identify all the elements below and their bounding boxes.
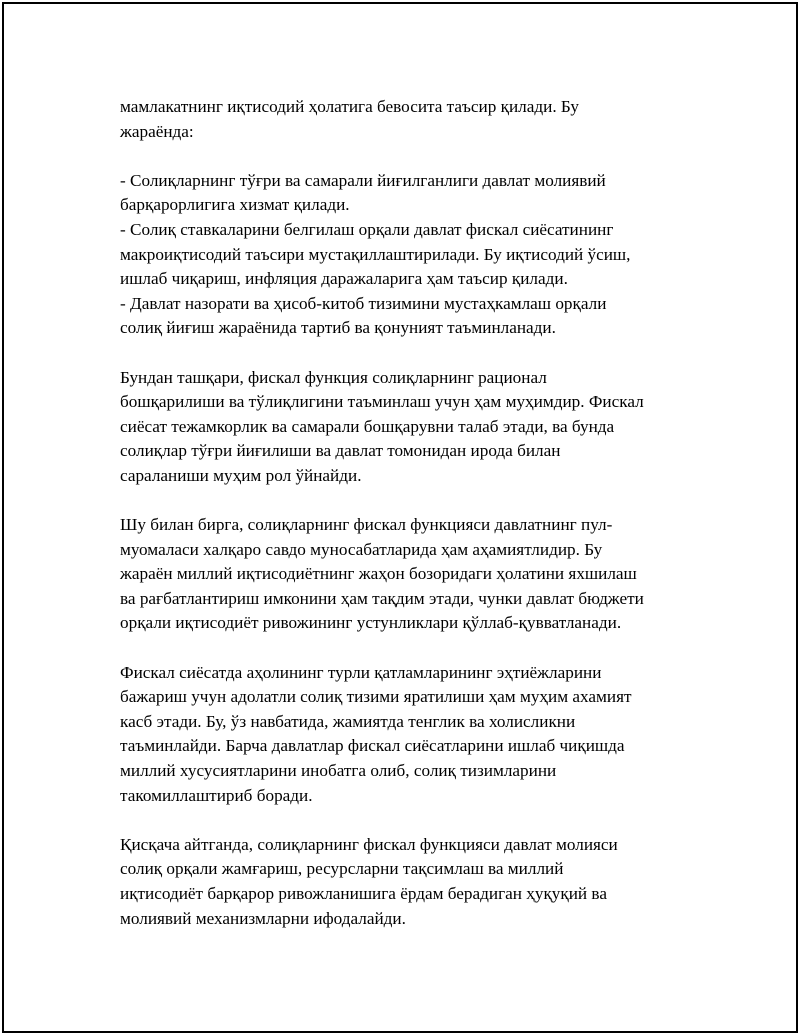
text-line: такомиллаштириб боради. [120,785,313,805]
paragraph-spacer [120,489,692,514]
text-line: таъминлайди. Барча давлатлар фискал сиёсатларини ишлаб чиқишда [120,736,625,756]
text-line: сараланиши муҳим рол ўйнайди. [120,465,362,485]
paragraph-spacer [120,144,692,169]
document-page [2,2,798,1033]
text-line: Шу билан бирга, солиқларнинг фискал функцияси давлатнинг пул- [120,515,613,535]
paragraph-2 [120,169,692,341]
list-item-line: - Давлат назорати ва ҳисоб-китоб тизимини мустаҳкамлаш орқали [120,293,607,313]
text-line: бошқарилиши ва тўлиқлигини таъминлаш учун ҳам муҳимдир. Фискал [120,392,644,412]
text-line: миллий хусусиятларини инобатга олиб, солиқ тизимларини [120,761,557,781]
text-line: муомаласи халқаро савдо муносабатларида ҳам аҳамиятлидир. Бу [120,539,603,559]
paragraph-5 [120,661,692,809]
list-item-line: макроиқтисодий таъсири мустақиллаштирилади. Бу иқтисодий ўсиш, [120,244,631,264]
paragraph-spacer [120,808,692,833]
text-line: бажариш учун адолатли солиқ тизими яратилиши ҳам муҳим ахамият [120,687,632,707]
text-line: касб этади. Бу, ўз навбатида, жамиятда тенглик ва холисликни [120,711,576,731]
text-line: Қисқача айтганда, солиқларнинг фискал функцияси давлат молияси [120,834,618,854]
paragraph-4 [120,513,692,636]
paragraph-spacer [120,341,692,366]
list-item-line: барқарорлигига хизмат қилади. [120,195,350,215]
text-line: Бундан ташқари, фискал функция солиқларнинг рационал [120,367,547,387]
list-item-line: ишлаб чиқариш, инфляция даражаларига ҳам таъсир қилади. [120,269,568,289]
text-line: сиёсат тежамкорлик ва самарали бошқарувни талаб этади, ва бунда [120,416,615,436]
list-item-line: - Солиқ ставкаларини белгилаш орқали давлат фискал сиёсатининг [120,219,614,239]
list-item-line: - Солиқларнинг тўғри ва самарали йиғилганлиги давлат молиявий [120,170,606,190]
text-line: мамлакатнинг иқтисодий ҳолатига бевосита таъсир қилади. Бу [120,97,579,116]
paragraph-spacer [120,636,692,661]
paragraph-1 [120,95,692,144]
paragraph-6 [120,833,692,931]
text-line: орқали иқтисодиёт ривожининг устунликлари қўллаб-қувватланади. [120,613,622,633]
document-body [120,95,692,931]
text-line: жараёнда: [120,121,194,141]
text-line: молиявий механизмларни ифодалайди. [120,908,406,928]
text-line: солиқ орқали жамғариш, ресурсларни тақсимлаш ва миллий [120,859,564,879]
paragraph-3 [120,366,692,489]
text-line: жараён миллий иқтисодиётнинг жаҳон бозоридаги ҳолатини яхшилаш [120,564,637,584]
list-item-line: солиқ йиғиш жараёнида тартиб ва қонуният таъминланади. [120,318,556,338]
text-line: иқтисодиёт барқарор ривожланишига ёрдам берадиган ҳуқуқий ва [120,884,607,903]
text-line: Фискал сиёсатда аҳолининг турли қатламларининг эҳтиёжларини [120,662,602,682]
text-line: солиқлар тўғри йиғилиши ва давлат томонидан ирода билан [120,441,561,461]
text-line: ва рағбатлантириш имконини ҳам тақдим этади, чунки давлат бюджети [120,588,644,608]
